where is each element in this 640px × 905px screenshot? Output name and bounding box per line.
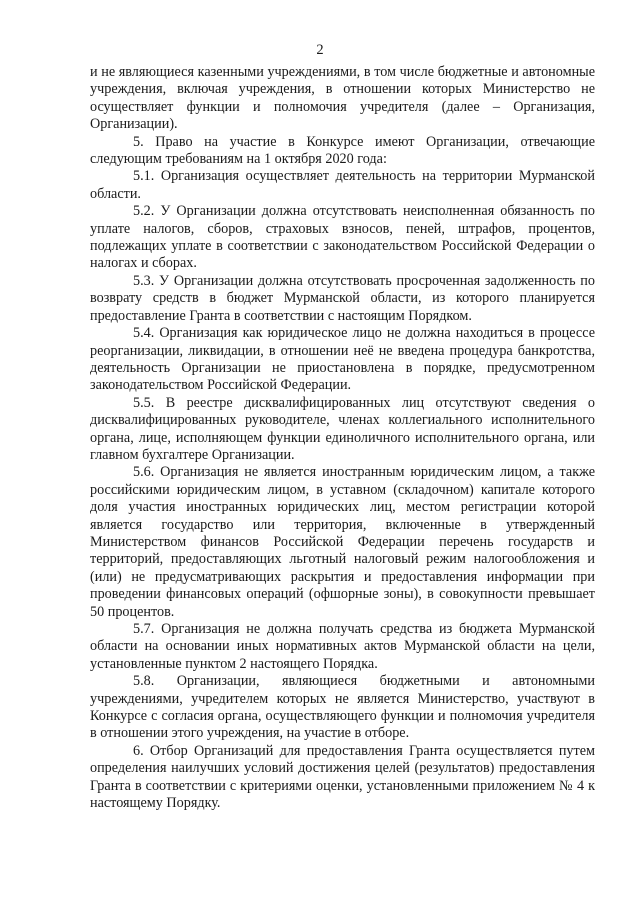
document-body [90,64,595,812]
page-number: 2 [316,42,324,58]
paragraph-5-4: 5.4. Организация как юридическое лицо не должна находиться в процессе реорганизации, ликвидации, в отношении неё не введена процедура банкротства, деятельность Организации не приостановлена в порядке, предусмотренном законодательством Российской Федерации. [90,325,595,394]
paragraph-5-3: 5.3. У Организации должна отсутствовать просроченная задолженность по возврату средств в бюджет Мурманской области, из которого планируется предоставление Гранта в соответствии с настоящим Порядком. [90,272,595,324]
paragraph-5-7: 5.7. Организация не должна получать средства из бюджета Мурманской области на основании иных нормативных актов Мурманской области на цели, установленные пунктом 2 настоящего Порядка. [90,621,595,672]
paragraph-5-8: 5.8. Организации, являющиеся бюджетными и автономными учреждениями, учредителем которых не является Министерство, участвуют в Конкурсе с согласия органа, осуществляющего функции и полномочия учредителя в отношении этого учреждения, на участие в отборе. [90,673,595,742]
paragraph-5: 5. Право на участие в Конкурсе имеют Организации, отвечающие следующим требованиям на 1 октября 2020 года: [90,133,595,168]
paragraph-6: 6. Отбор Организаций для предоставления Гранта осуществляется путем определения наилучших условий достижения целей (результатов) предоставления Гранта в соответствии с критериями оценки, установленными приложением № 4 к настоящему Порядку. [90,742,595,812]
paragraph-5-1: 5.1. Организация осуществляет деятельность на территории Мурманской области. [90,168,595,202]
paragraph-continuation: и не являющиеся казенными учреждениями, в том числе бюджетные и автономные учреждения, включая учреждения, в отношении которых Министерство не осуществляет функции и полномочия учредителя (далее – Организация, Организации). [90,64,595,133]
paragraph-5-2: 5.2. У Организации должна отсутствовать неисполненная обязанность по уплате налогов, сборов, страховых взносов, пеней, штрафов, процентов, подлежащих уплате в соответствии с законодательством Российской Федерации о налогах и сборах. [90,203,595,272]
paragraph-5-5: 5.5. В реестре дисквалифицированных лиц отсутствуют сведения о дисквалифицированных руководителе, членах коллегиального исполнительного органа, лице, исполняющем функции единоличного исполнительного органа, или главном бухгалтере Организации. [90,394,595,463]
paragraph-5-6: 5.6. Организация не является иностранным юридическим лицом, а также российскими юридическим лицом, в уставном (складочном) капитале которого доля участия иностранных юридических лиц, местом регистрации которой является государство или территория, включенные в утвержденный Министерством финансов Российской Федерации перечень государств и территорий, предоставляющих льготный налоговый режим налогообложения и (или) не предусматривающих раскрытия и предоставления информации при проведении финансовых операций (офшорные зоны), в совокупности превышает 50 процентов. [90,464,595,620]
